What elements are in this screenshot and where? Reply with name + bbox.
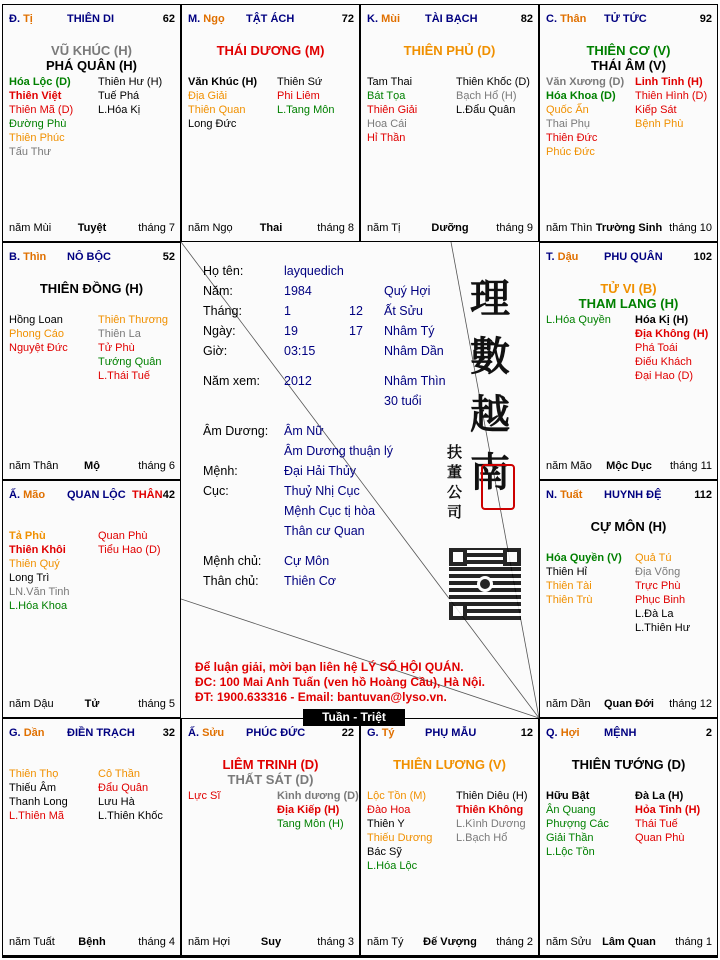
palace-footer — [546, 460, 712, 473]
minor-star: Kình dương (D) — [277, 790, 359, 802]
palace-header — [546, 13, 712, 27]
minor-star: Hóa Kị (H) — [635, 314, 689, 326]
minor-star: Đẩu Quân — [98, 782, 149, 794]
main-star: VŨ KHÚC (H) — [51, 43, 132, 58]
month-label: tháng 5 — [138, 698, 175, 710]
year-label: năm Ngọ — [188, 222, 233, 234]
main-star: TỬ VI (B) — [600, 281, 657, 296]
info-key: Cục: — [203, 484, 229, 498]
heavenly-stem: Q. — [546, 727, 558, 739]
palace-cell-than[interactable] — [539, 4, 718, 242]
minor-star: Hoa Cái — [367, 118, 407, 130]
palace-age: 2 — [705, 727, 712, 739]
main-star: THAM LANG (H) — [578, 296, 679, 311]
info-key: Tháng: — [203, 304, 242, 318]
palace-name: ĐIỀN TRẠCH — [67, 727, 135, 739]
minor-star: Thiên Thọ — [9, 768, 59, 780]
earthly-branch: Ngọ — [203, 13, 225, 25]
minor-star: Trực Phù — [635, 580, 681, 592]
minor-star: Tướng Quân — [98, 356, 162, 368]
palace-cell-dan[interactable] — [2, 718, 181, 956]
contact-line-1: Để luận giải, mời bạn liên hệ LÝ SỐ HỘI QUÁN. — [195, 660, 464, 674]
minor-star: Thanh Long — [9, 796, 68, 808]
main-star: THẤT SÁT (D) — [227, 772, 314, 787]
month-label: tháng 10 — [669, 222, 712, 234]
minor-star: Thiếu Âm — [9, 782, 57, 794]
life-stage: Dưỡng — [431, 222, 469, 234]
info-value: 1 — [284, 304, 291, 318]
minor-star: Thiên Diêu (H) — [456, 790, 528, 802]
minor-star: Thiên Tài — [546, 580, 592, 592]
minor-star: Đào Hoa — [367, 804, 411, 816]
minor-star: Đại Hao (D) — [635, 370, 694, 382]
palace-header — [546, 251, 712, 265]
palace-age: 82 — [520, 13, 533, 25]
main-star: PHÁ QUÂN (H) — [46, 58, 137, 73]
minor-star: Văn Khúc (H) — [188, 76, 258, 88]
minor-star: Thiên Y — [367, 818, 405, 830]
minor-star: Thiên Hình (D) — [635, 90, 708, 102]
info-key: Ngày: — [203, 324, 236, 338]
palace-footer — [546, 698, 712, 711]
info-value: Thuỷ Nhị Cục — [284, 484, 360, 498]
life-stage: Tử — [84, 698, 100, 710]
minor-star: Phượng Các — [546, 818, 609, 830]
month-label: tháng 7 — [138, 222, 175, 234]
palace-cell-dau[interactable] — [539, 242, 718, 480]
life-stage: Suy — [260, 936, 282, 948]
palace-footer — [367, 222, 533, 235]
minor-star: Phong Cáo — [9, 328, 65, 340]
info-key: Mệnh chủ: — [203, 554, 262, 568]
palace-footer — [546, 936, 712, 949]
info-canchi: Nhâm Tý — [384, 324, 435, 338]
palace-age: 22 — [341, 727, 354, 739]
life-stage: Quan Đới — [604, 698, 654, 710]
palace-header — [188, 727, 354, 741]
palace-header — [367, 13, 533, 27]
heavenly-stem: K. — [367, 13, 378, 25]
main-star: THIÊN ĐỒNG (H) — [39, 281, 144, 296]
minor-star: Lưu Hà — [98, 796, 135, 808]
palace-footer — [9, 222, 175, 235]
earthly-branch: Mùi — [381, 13, 401, 25]
earthly-branch: Thân — [560, 13, 587, 25]
palace-footer — [9, 460, 175, 473]
earthly-branch: Tý — [381, 727, 395, 739]
info-value: Đại Hải Thủy — [284, 464, 357, 478]
minor-star: L.Hóa Kị — [98, 104, 141, 116]
minor-star: Phúc Đức — [546, 146, 595, 158]
palace-header — [367, 727, 533, 741]
info-value: Mệnh Cục tị hòa — [284, 504, 376, 518]
minor-star: Thiếu Dương — [367, 832, 433, 844]
minor-star: Văn Xương (D) — [546, 76, 625, 88]
minor-star: Thiên Đức — [546, 132, 598, 144]
minor-star: Nguyệt Đức — [9, 342, 68, 354]
minor-star: Hỉ Thần — [367, 132, 406, 144]
info-key: Thân chủ: — [203, 574, 259, 588]
palace-age: 92 — [699, 13, 712, 25]
minor-star: Thiên Quan — [188, 104, 246, 116]
life-stage: Mộ — [84, 460, 100, 472]
minor-star: Thiên Hỉ — [546, 566, 587, 578]
minor-star: Linh Tinh (H) — [635, 76, 703, 88]
palace-header — [9, 727, 175, 741]
minor-star: Thiên Quý — [9, 558, 60, 570]
minor-star: Thiên La — [98, 328, 141, 340]
contact-line-3: ĐT: 1900.633316 - Email: bantuvan@lyso.vn. — [195, 690, 447, 704]
info-key: Âm Dương: — [203, 424, 269, 438]
palace-cell-tuat[interactable] — [539, 480, 718, 718]
info-value: layquedich — [284, 264, 344, 278]
palace-age: 12 — [520, 727, 533, 739]
month-label: tháng 12 — [669, 698, 712, 710]
life-stage: Thai — [259, 222, 283, 234]
minor-star: Quốc Ấn — [546, 104, 589, 116]
info-canchi: Nhâm Thìn — [384, 374, 446, 388]
palace-name: NÔ BỘC — [67, 251, 111, 263]
heavenly-stem: N. — [546, 489, 557, 501]
minor-star: L.Thiên Khốc — [98, 810, 163, 822]
minor-star: Quả Tú — [635, 552, 672, 564]
palace-header — [9, 489, 175, 503]
month-label: tháng 3 — [317, 936, 354, 948]
main-star: THIÊN CƠ (V) — [586, 43, 671, 58]
minor-star: L.Tang Môn — [277, 104, 335, 116]
palace-header — [9, 251, 175, 265]
year-label: năm Sửu — [546, 936, 592, 948]
minor-star: Tả Phù — [9, 530, 46, 542]
minor-star: Thiên Trù — [546, 594, 593, 606]
month-label: tháng 8 — [317, 222, 354, 234]
minor-star: L.Kình Dương — [456, 818, 526, 830]
life-stage: Đế Vượng — [423, 936, 477, 948]
minor-star: Thiên Việt — [9, 90, 62, 102]
info-value: 2012 — [284, 374, 312, 388]
main-star: CỰ MÔN (H) — [590, 519, 667, 534]
main-star: THÁI ÂM (V) — [590, 58, 667, 73]
info-key: Năm: — [203, 284, 233, 298]
minor-star: Bát Tọa — [367, 90, 406, 102]
year-label: năm Tị — [367, 222, 401, 234]
minor-star: Địa Võng — [635, 566, 681, 578]
red-seal — [481, 464, 515, 510]
minor-star: Ân Quang — [546, 804, 596, 816]
minor-star: L.Hóa Lộc — [367, 860, 418, 872]
minor-star: Long Trì — [9, 572, 50, 584]
year-label: năm Mùi — [9, 222, 52, 234]
minor-star: L.Hóa Quyền — [546, 314, 611, 326]
minor-star: Tiểu Hao (D) — [98, 544, 161, 556]
minor-star: L.Thiên Hư — [635, 622, 691, 634]
month-label: tháng 4 — [138, 936, 175, 948]
minor-star: Tấu Thư — [9, 146, 52, 158]
month-label: tháng 2 — [496, 936, 533, 948]
info-key: Họ tên: — [203, 264, 244, 278]
palace-cell-ngo[interactable] — [181, 4, 360, 242]
main-star: THIÊN PHỦ (D) — [403, 43, 496, 58]
main-star: LIÊM TRINH (D) — [222, 757, 319, 772]
month-label: tháng 9 — [496, 222, 533, 234]
info-value: Âm Dương thuận lý — [284, 444, 393, 458]
minor-star: Thái Tuế — [635, 818, 678, 830]
palace-footer — [367, 936, 533, 949]
palace-cell-thin[interactable] — [2, 242, 181, 480]
year-label: năm Tuất — [9, 936, 55, 948]
month-label: tháng 1 — [675, 936, 712, 948]
palace-name: PHU QUÂN — [604, 251, 663, 263]
life-stage: Lâm Quan — [602, 936, 656, 948]
palace-age: 112 — [694, 489, 712, 501]
heavenly-stem: G. — [9, 727, 21, 739]
palace-footer — [9, 698, 175, 711]
heavenly-stem: M. — [188, 13, 201, 25]
minor-star: Thiên Thương — [98, 314, 169, 326]
palace-footer — [188, 936, 354, 949]
earthly-branch: Dậu — [557, 251, 579, 263]
minor-star: Hóa Quyền (V) — [546, 552, 622, 564]
minor-star: Thiên Mã (D) — [9, 104, 74, 116]
minor-star: Cô Thần — [98, 768, 140, 780]
info-canchi: Quý Hợi — [384, 284, 431, 298]
heavenly-stem: Ấ. — [188, 727, 199, 739]
life-stage: Trường Sinh — [595, 222, 663, 234]
earthly-branch: Hợi — [560, 727, 580, 739]
palace-age: 72 — [341, 13, 354, 25]
than-tag: THÂN — [132, 489, 163, 501]
info-value: 03:15 — [284, 344, 316, 358]
minor-star: L.Bạch Hổ — [456, 832, 508, 844]
minor-star: Điếu Khách — [635, 356, 692, 368]
palace-cell-hoi[interactable] — [539, 718, 718, 956]
palace-name: TỬ TỨC — [604, 13, 647, 25]
palace-cell-mao[interactable] — [2, 480, 181, 718]
minor-star: Hồng Loan — [9, 314, 63, 326]
minor-star: Phục Binh — [635, 594, 686, 606]
life-stage: Bệnh — [78, 936, 106, 948]
palace-name: QUAN LỘC — [67, 489, 126, 501]
info-value: Âm Nữ — [284, 424, 324, 438]
main-star: THIÊN LƯƠNG (V) — [393, 757, 506, 772]
palace-age: 32 — [162, 727, 175, 739]
info-canchi: Ất Sửu — [384, 304, 423, 318]
minor-star: Thiên Không — [456, 804, 524, 816]
heavenly-stem: G. — [367, 727, 379, 739]
minor-star: Quan Phù — [98, 530, 148, 542]
minor-star: Tử Phù — [98, 342, 135, 354]
palace-footer — [546, 222, 712, 235]
minor-star: Hỏa Tinh (H) — [635, 804, 701, 816]
minor-star: Đường Phù — [9, 118, 67, 130]
palace-name: PHÚC ĐỨC — [246, 727, 306, 739]
minor-star: L.Đà La — [635, 608, 674, 620]
info-key: Mệnh: — [203, 464, 238, 478]
minor-star: L.Thiên Mã — [9, 810, 65, 822]
month-label: tháng 11 — [669, 460, 712, 472]
heavenly-stem: Đ. — [9, 13, 20, 25]
palace-header — [188, 13, 354, 27]
minor-star: Lực Sĩ — [188, 790, 221, 802]
minor-star: Bệnh Phù — [635, 118, 684, 130]
palace-cell-ti[interactable] — [2, 4, 181, 242]
minor-star: Thiên Khôi — [9, 544, 66, 556]
year-label: năm Thân — [9, 460, 59, 472]
minor-star: Thiên Khốc (D) — [456, 76, 530, 88]
info-key: Năm xem: — [203, 374, 260, 388]
info-value-lunar: 17 — [349, 324, 363, 338]
month-label: tháng 6 — [138, 460, 175, 472]
minor-star: L.Lộc Tồn — [546, 846, 595, 858]
palace-name: TẬT ÁCH — [246, 13, 295, 25]
main-star: THIÊN TƯỚNG (D) — [571, 757, 686, 772]
minor-star: Đà La (H) — [635, 790, 684, 802]
minor-star: Thiên Sứ — [277, 76, 323, 88]
minor-star: Hóa Khoa (D) — [546, 90, 616, 102]
earthly-branch: Tuất — [560, 489, 583, 501]
palace-footer — [188, 222, 354, 235]
earthly-branch: Dần — [23, 727, 45, 739]
minor-star: Bác Sỹ — [367, 846, 402, 858]
heavenly-stem: B. — [9, 251, 20, 263]
palace-name: MỆNH — [604, 727, 637, 739]
minor-star: Giải Thần — [546, 832, 594, 844]
year-label: năm Tý — [367, 936, 404, 948]
minor-star: L.Hóa Khoa — [9, 600, 68, 612]
info-canchi: 30 tuổi — [384, 394, 422, 408]
company-seal: 扶 董 公 司 — [447, 443, 463, 521]
minor-star: L.Đẩu Quân — [456, 104, 516, 116]
life-stage: Tuyệt — [77, 222, 107, 234]
info-value: Thân cư Quan — [284, 524, 365, 538]
info-value: 19 — [284, 324, 298, 338]
minor-star: Phá Toái — [635, 342, 678, 354]
minor-star: Tuế Phá — [98, 90, 140, 102]
minor-star: Hóa Lộc (D) — [9, 76, 71, 88]
year-label: năm Hợi — [188, 936, 231, 948]
heavenly-stem: C. — [546, 13, 557, 25]
palace-age: 102 — [693, 251, 712, 263]
earthly-branch: Mão — [23, 489, 46, 501]
minor-star: Phi Liêm — [277, 90, 320, 102]
info-value: 1984 — [284, 284, 312, 298]
year-label: năm Dậu — [9, 698, 54, 710]
main-star: THÁI DƯƠNG (M) — [216, 43, 325, 58]
heavenly-stem: Ấ. — [9, 489, 20, 501]
info-key: Giờ: — [203, 344, 228, 358]
minor-star: Kiếp Sát — [635, 104, 677, 116]
minor-star: Thiên Hư (H) — [98, 76, 163, 88]
info-value: Cự Môn — [284, 554, 330, 568]
palace-age: 52 — [162, 251, 175, 263]
info-canchi: Nhâm Dần — [384, 344, 444, 358]
minor-star: Địa Giải — [188, 90, 228, 102]
contact-line-2: ĐC: 100 Mai Anh Tuấn (ven hồ Hoàng Cầu), Hà Nội. — [195, 675, 486, 689]
earthly-branch: Thìn — [23, 251, 47, 263]
info-value: Thiên Cơ — [284, 574, 336, 588]
palace-header — [546, 489, 712, 503]
palace-name: THIÊN DI — [67, 13, 115, 25]
minor-star: Tam Thai — [367, 76, 413, 88]
palace-age: 42 — [162, 489, 175, 501]
earthly-branch: Tị — [23, 13, 33, 25]
minor-star: LN.Văn Tinh — [9, 586, 70, 598]
palace-name: PHỤ MẪU — [425, 727, 477, 739]
minor-star: Thai Phụ — [546, 118, 591, 130]
minor-star: Địa Kiếp (H) — [277, 804, 340, 816]
year-label: năm Dần — [546, 698, 591, 710]
palace-cell-ty[interactable] — [360, 718, 539, 956]
minor-star: Long Đức — [188, 118, 237, 130]
palace-cell-mui[interactable] — [360, 4, 539, 242]
palace-header — [546, 727, 712, 741]
minor-star: Tang Môn (H) — [277, 818, 344, 830]
minor-star: Hữu Bật — [546, 790, 590, 802]
palace-header — [9, 13, 175, 27]
year-label: năm Mão — [546, 460, 592, 472]
minor-star: Lộc Tồn (M) — [367, 790, 427, 802]
center-info-panel — [181, 242, 539, 718]
minor-star: L.Thái Tuế — [98, 370, 150, 382]
heavenly-stem: T. — [546, 251, 555, 263]
minor-star: Bạch Hổ (H) — [456, 90, 517, 102]
year-label: năm Thìn — [546, 222, 593, 234]
palace-name: TÀI BẠCH — [425, 13, 478, 25]
earthly-branch: Sửu — [202, 727, 225, 739]
info-value-lunar: 12 — [349, 304, 363, 318]
tuan-triet-label: Tuần - Triệt — [303, 709, 405, 726]
minor-star: Thiên Giải — [367, 104, 418, 116]
minor-star: Quan Phù — [635, 832, 685, 844]
palace-name: HUYNH ĐỆ — [604, 489, 662, 501]
minor-star: Thiên Phúc — [9, 132, 65, 144]
calligraphy-logo: 理 數 越 南 — [470, 275, 510, 496]
minor-star: Địa Không (H) — [635, 328, 709, 340]
palace-age: 62 — [162, 13, 175, 25]
life-stage: Mộc Dục — [606, 460, 652, 472]
palace-cell-suu[interactable] — [181, 718, 360, 956]
qr-code-icon[interactable] — [449, 548, 521, 620]
palace-footer — [9, 936, 175, 949]
